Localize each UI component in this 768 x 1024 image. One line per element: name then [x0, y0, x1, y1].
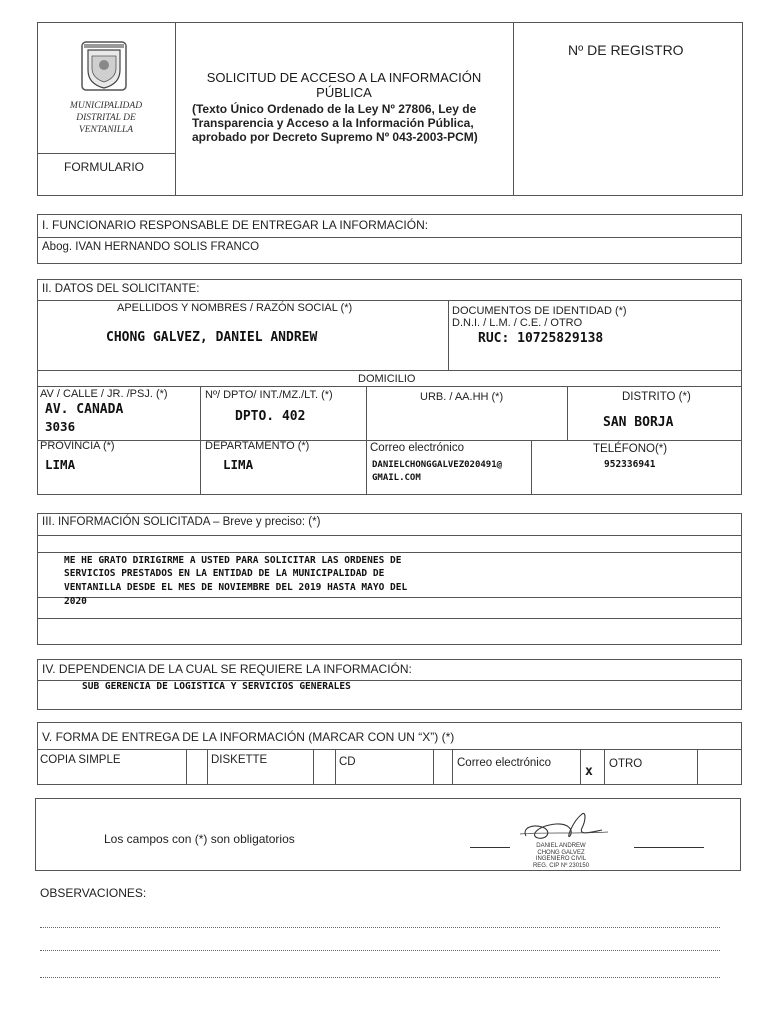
municipality-line1: MUNICIPALIDAD [69, 101, 143, 111]
checkbox-correo[interactable]: x [585, 764, 593, 779]
subtitle-line3: aprobado por Decreto Supremo Nº 043-2003-PCM) [192, 130, 478, 144]
divider [448, 300, 449, 370]
signature-line [634, 847, 704, 848]
provincia-value: LIMA [45, 457, 76, 472]
option-copia-simple: COPIA SIMPLE [40, 754, 121, 766]
section4-title: IV. DEPENDENCIA DE LA CUAL SE REQUIERE LA INFORMACIÓN: [42, 662, 412, 676]
divider [37, 597, 742, 598]
dpto-value: DPTO. 402 [235, 409, 306, 424]
doc-label-line1: DOCUMENTOS DE IDENTIDAD (*) [452, 305, 627, 317]
stamp-line3: INGENIERO CIVIL [535, 856, 587, 862]
divider [567, 386, 568, 440]
option-otro: OTRO [609, 758, 643, 770]
divider [207, 749, 208, 785]
stamp-line2: CHONG GALVEZ [537, 849, 585, 856]
title-line2: PÚBLICA [316, 85, 372, 100]
email-value-line1: DANIELCHONGGALVEZ020491@ [372, 460, 503, 470]
email-label: Correo electrónico [370, 442, 464, 454]
divider [37, 237, 742, 238]
required-note: Los campos con (*) son obligatorios [104, 832, 295, 846]
distrito-value: SAN BORJA [603, 415, 674, 430]
request-line2: SERVICIOS PRESTADOS EN LA ENTIDAD DE LA MUNICIPALIDAD DE [64, 568, 385, 579]
section5-title: V. FORMA DE ENTREGA DE LA INFORMACIÓN (MARCAR CON UN “X”) (*) [42, 730, 455, 744]
name-value: CHONG GALVEZ, DANIEL ANDREW [106, 330, 318, 345]
divider [37, 440, 742, 441]
section2-title: II. DATOS DEL SOLICITANTE: [42, 283, 200, 295]
section3-box [37, 513, 742, 645]
section1-title: I. FUNCIONARIO RESPONSABLE DE ENTREGAR LA INFORMACIÓN: [42, 218, 429, 232]
name-label: APELLIDOS Y NOMBRES / RAZÓN SOCIAL (*) [117, 302, 353, 314]
divider [531, 440, 532, 494]
municipality-line3: VENTANILLA [78, 125, 134, 135]
telefono-value: 952336941 [604, 459, 656, 470]
divider [37, 153, 175, 154]
observaciones-line [40, 927, 720, 928]
observaciones-label: OBSERVACIONES: [40, 886, 147, 900]
divider [604, 749, 605, 785]
section3-title: III. INFORMACIÓN SOLICITADA – Breve y preciso: (*) [42, 516, 321, 528]
dpto-label: Nº/ DPTO/ INT./MZ./LT. (*) [205, 389, 333, 401]
divider [37, 300, 742, 301]
signature-line [470, 847, 510, 848]
form-subtitle [192, 102, 508, 144]
subtitle-line2: Transparencia y Acceso a la Información Pública, [192, 116, 474, 130]
divider [37, 618, 742, 619]
observaciones-line [40, 977, 720, 978]
divider [452, 749, 453, 785]
checkbox-cd[interactable] [434, 750, 451, 784]
municipality-name [40, 100, 172, 136]
divider [580, 749, 581, 785]
distrito-label: DISTRITO (*) [622, 391, 691, 403]
request-line4: 2020 [64, 596, 87, 607]
divider [37, 386, 742, 387]
divider [513, 22, 514, 196]
checkbox-otro[interactable] [698, 750, 741, 784]
street-value-line2: 3036 [45, 419, 76, 434]
signature-image [512, 800, 612, 848]
stamp-line4: REG. CIP Nº 230150 [532, 862, 590, 869]
observaciones-line [40, 950, 720, 951]
divider [37, 370, 742, 371]
street-label: AV / CALLE / JR. /PSJ. (*) [40, 388, 168, 400]
subtitle-line1: (Texto Único Ordenado de la Ley Nº 27806, Ley de [192, 102, 477, 116]
divider [37, 552, 742, 553]
departamento-label: DEPARTAMENTO (*) [205, 440, 310, 452]
option-cd: CD [339, 756, 356, 768]
divider [37, 535, 742, 536]
dependencia-value: SUB GERENCIA DE LOGISTICA Y SERVICIOS GENERALES [82, 681, 351, 692]
municipality-line2: DISTRITAL DE [76, 113, 136, 123]
registro-label: Nº DE REGISTRO [568, 42, 684, 58]
departamento-value: LIMA [223, 457, 254, 472]
municipality-emblem [78, 38, 130, 94]
option-diskette: DISKETTE [211, 754, 268, 766]
provincia-label: PROVINCIA (*) [40, 440, 115, 452]
domicilio-label: DOMICILIO [358, 373, 416, 385]
option-correo: Correo electrónico [457, 757, 551, 769]
telefono-label: TELÉFONO(*) [593, 443, 668, 455]
doc-value: RUC: 10725829138 [478, 331, 604, 346]
checkbox-copia-simple[interactable] [187, 750, 206, 784]
form-title [178, 70, 510, 100]
divider [175, 22, 176, 196]
title-line1: SOLICITUD DE ACCESO A LA INFORMACIÓN [206, 70, 482, 85]
divider [37, 749, 742, 750]
urb-label: URB. / AA.HH (*) [420, 391, 504, 403]
request-line1: ME HE GRATO DIRIGIRME A USTED PARA SOLICITAR LAS ORDENES DE [64, 555, 402, 566]
professional-stamp [506, 843, 616, 869]
request-line3: VENTANILLA DESDE EL MES DE NOVIEMBRE DEL 2019 HASTA MAYO DEL [64, 582, 408, 593]
street-value-line1: AV. CANADA [45, 402, 124, 417]
checkbox-diskette[interactable] [314, 750, 334, 784]
form-label: FORMULARIO [64, 160, 145, 174]
email-value-line2: GMAIL.COM [372, 473, 421, 483]
doc-label-line2: D.N.I. / L.M. / C.E. / OTRO [452, 317, 583, 329]
official-name: Abog. IVAN HERNANDO SOLIS FRANCO [42, 241, 260, 253]
stamp-line1: DANIEL ANDREW [536, 843, 586, 849]
divider [335, 749, 336, 785]
